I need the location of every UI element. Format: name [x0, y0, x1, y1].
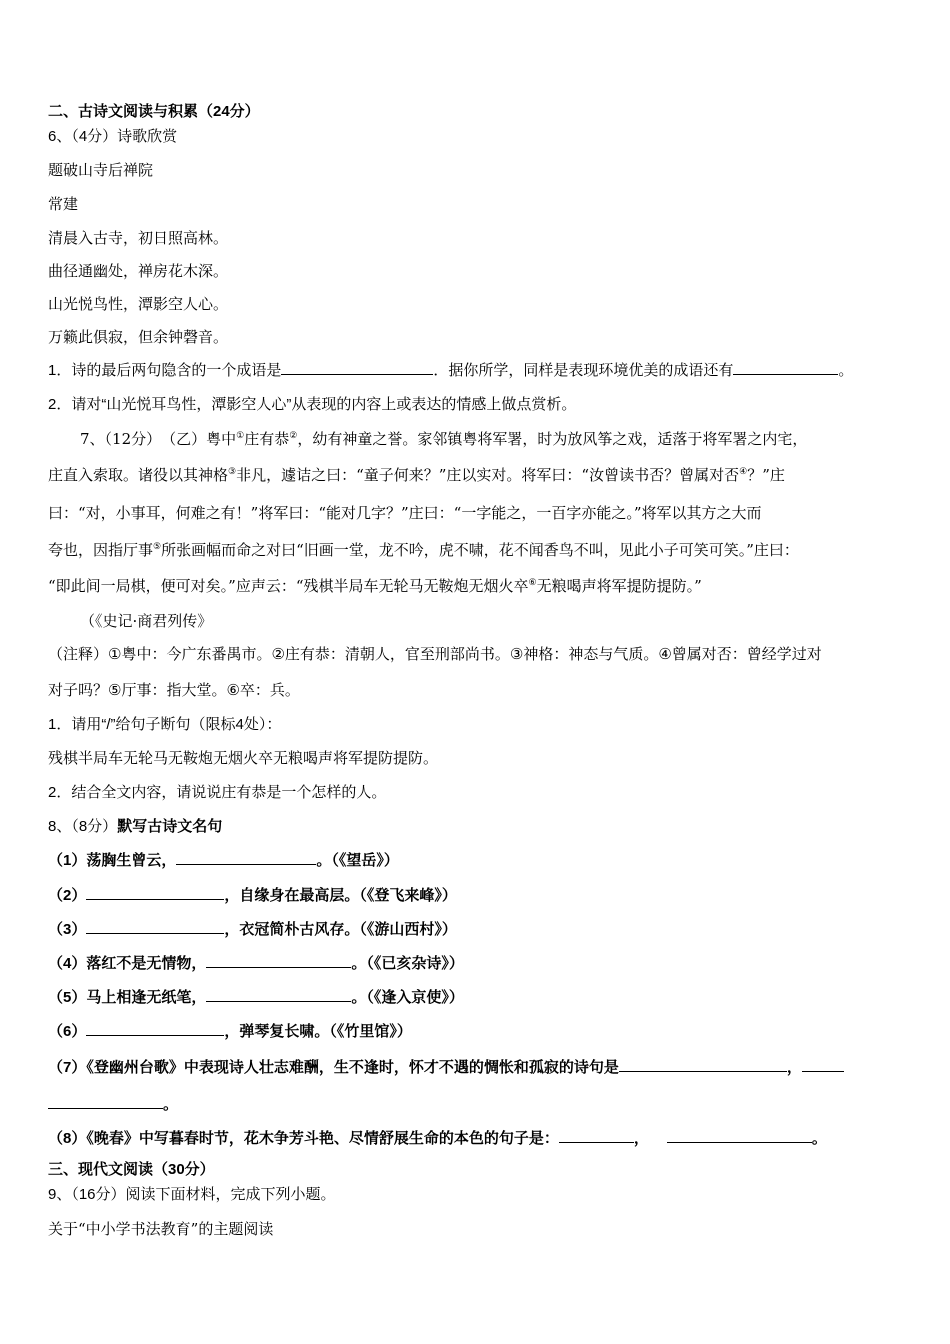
q7-source: （《史记·商君列传》: [80, 612, 213, 630]
q8-item-6: （6） ，弹琴复长啸。（《竹里馆》）: [48, 1023, 412, 1040]
q6-sub-2: 2．请对“山光悦耳鸟性，潭影空人心”从表现的内容上或表达的情感上做点赏析。: [48, 396, 577, 413]
q8-item-1: （1）荡胸生曾云， 。（《望岳》）: [48, 852, 399, 869]
poem-title: 题破山寺后禅院: [48, 161, 154, 179]
q7-passage-line-4: 夸也，因指厅事⑤所张画幅而命之对曰“旧画一堂，龙不吟，虎不啸，花不闻香鸟不叫，见此小子可笑可笑。”庄曰：: [48, 541, 799, 559]
poem-line-1: 清晨入古寺，初日照高林。: [48, 229, 229, 247]
section-2-heading: 二、古诗文阅读与积累（24分）: [48, 103, 260, 120]
q7-passage-line-2: 庄直入索取。诸役以其神格③非凡，遽诘之曰：“童子何来？”庄以实对。将军曰：“汝曾读书否？曾属对否④？”庄: [48, 466, 785, 484]
answer-blank[interactable]: [206, 987, 351, 1002]
q8-item-5: （5）马上相逢无纸笔， 。（《逢入京使》）: [48, 989, 464, 1006]
q9-label: 9、（16分）阅读下面材料，完成下列小题。: [48, 1186, 336, 1203]
q7-sub-1: 1．请用“/”给句子断句（限标4处）：: [48, 716, 282, 733]
answer-blank[interactable]: [733, 360, 838, 375]
answer-blank[interactable]: [86, 1021, 224, 1036]
q7-sub-2: 2．结合全文内容，请说说庄有恭是一个怎样的人。: [48, 784, 387, 801]
q7-passage-line-3: 曰：“对，小事耳，何难之有！”将军曰：“能对几字？”庄曰：“一字能之，一百字亦能之。”将军以其方之大而: [48, 504, 762, 522]
poem-line-4: 万籁此俱寂，但余钟磬音。: [48, 328, 229, 346]
q8-item-2: （2） ，自缘身在最高层。（《登飞来峰》）: [48, 887, 457, 904]
section-3-heading: 三、现代文阅读（30分）: [48, 1161, 215, 1178]
answer-blank[interactable]: [559, 1128, 634, 1143]
answer-blank[interactable]: [667, 1128, 812, 1143]
q7-note-line-2: 对子吗？⑤厅事：指大堂。⑥卒：兵。: [48, 682, 300, 699]
q8-item-3: （3） ，衣冠简朴古风存。（《游山西村》）: [48, 921, 457, 938]
q8-item-8: （8）《晚春》中写暮春时节，花木争芳斗艳、尽情舒展生命的本色的句子是： ， 。: [48, 1130, 827, 1147]
answer-blank[interactable]: [86, 885, 224, 900]
q6-label: 6、（4分）诗歌欣赏: [48, 128, 178, 145]
poem-author: 常建: [48, 195, 79, 213]
answer-blank[interactable]: [206, 953, 351, 968]
answer-blank[interactable]: [619, 1057, 787, 1072]
answer-blank[interactable]: [86, 919, 224, 934]
answer-blank[interactable]: [48, 1094, 163, 1109]
q6-sub-1: 1．诗的最后两句隐含的一个成语是 ．据你所学，同样是表现环境优美的成语还有 。: [48, 362, 854, 379]
reading-topic: 关于“中小学书法教育”的主题阅读: [48, 1220, 274, 1238]
q8-item-7-continued: 。: [48, 1094, 178, 1115]
q8-item-7: （7）《登幽州台歌》中表现诗人壮志难酬，生不逢时，怀才不遇的惆怅和孤寂的诗句是 ，: [48, 1057, 844, 1078]
q7-sub-1-text: 残棋半局车无轮马无鞍炮无烟火卒无粮喝声将军提防提防。: [48, 750, 439, 767]
q7-passage-line-1: 7、（12分） （乙）粤中①庄有恭②，幼有神童之誉。家邻镇粤将军署，时为放风筝之戏，适落于将军署之内宅，: [80, 430, 808, 448]
q7-passage-line-5: “即此间一局棋，便可对矣。”应声云：“残棋半局车无轮马无鞍炮无烟火卒⑥无粮喝声将军提防提防。”: [48, 577, 702, 595]
poem-line-3: 山光悦鸟性，潭影空人心。: [48, 295, 229, 313]
q7-note-line-1: （注释）①粤中：今广东番禺市。②庄有恭：清朝人，官至刑部尚书。③神格：神态与气质。④曾属对否：曾经学过对: [48, 646, 822, 663]
q8-label: 8、（8分）默写古诗文名句: [48, 818, 223, 835]
q8-item-4: （4）落红不是无情物， 。（《已亥杂诗》）: [48, 955, 464, 972]
answer-blank[interactable]: [802, 1057, 844, 1072]
answer-blank[interactable]: [281, 360, 433, 375]
poem-line-2: 曲径通幽处，禅房花木深。: [48, 262, 229, 280]
answer-blank[interactable]: [176, 850, 316, 865]
